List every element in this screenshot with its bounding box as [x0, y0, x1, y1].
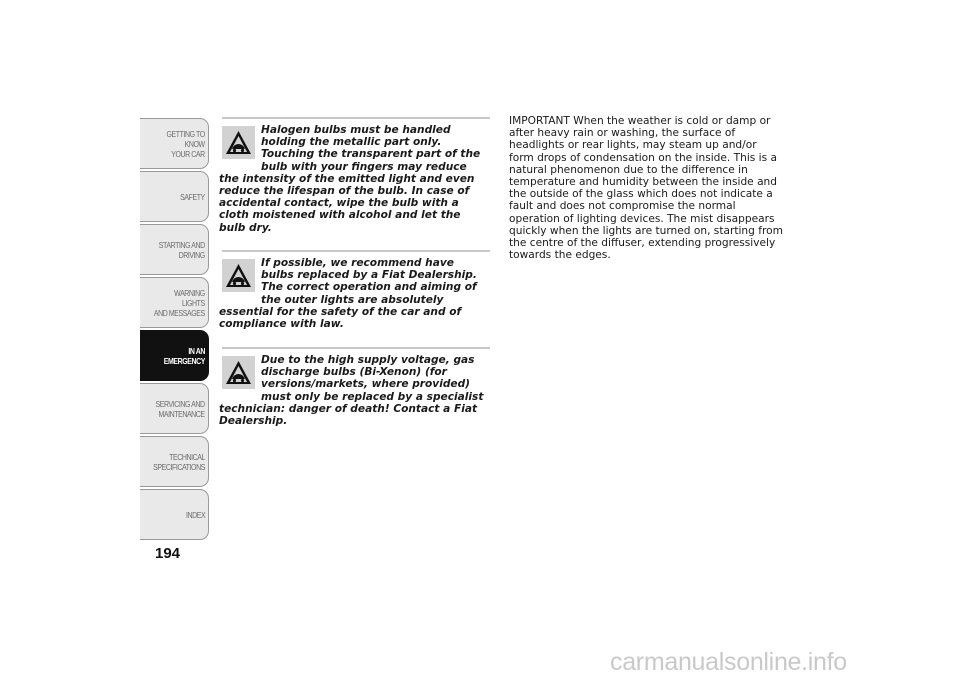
tab-warning-lights[interactable]: [140, 277, 209, 328]
warning-text: Halogen bulbs must be handled holding the metallic part only. Touching the transparent part of the bulb with your fingers may reduce the intensity of the emitted light and even reduce the lifespan of the bulb. In case of accidental contact, wipe the bulb with a cloth moistened with alcohol and let the bulb dry.: [219, 124, 481, 234]
tab-label: SERVICING AND MAINTENANCE: [155, 398, 205, 419]
car-warning-icon: [222, 356, 255, 389]
tab-label: STARTING AND DRIVING: [158, 239, 205, 260]
tab-starting-driving[interactable]: [140, 224, 209, 275]
divider: [222, 347, 490, 349]
tab-getting-to-know[interactable]: [140, 118, 209, 169]
important-note: IMPORTANT When the weather is cold or damp or after heavy rain or washing, the surface of headlights or rear lights, may steam up and/or form drops of condensation on the inside. This is a natural phenomenon due to the difference in temperature and humidity between the inside and the outside of the glass which does not indicate a fault and does not compromise the normal operation of lighting devices. The mist disappears quickly when the lights are turned on, starting from the centre of the diffuser, extending progressively towards the edges.: [509, 115, 783, 262]
warning-block-dealership: [219, 250, 490, 330]
car-warning-icon: [222, 126, 255, 159]
warning-block-xenon: [219, 347, 490, 427]
tab-label: IN AN EMERGENCY: [163, 345, 205, 366]
tab-label: SAFETY: [180, 191, 205, 202]
page-number: 194: [155, 545, 181, 562]
tab-safety[interactable]: [140, 171, 209, 222]
divider: [222, 250, 490, 252]
tab-label: GETTING TO KNOW YOUR CAR: [166, 128, 205, 159]
tab-emergency[interactable]: [140, 330, 209, 381]
watermark[interactable]: carmanualsonline.info: [610, 648, 847, 676]
warning-text: If possible, we recommend have bulbs replaced by a Fiat Dealership. The correct operation and aiming of the outer lights are absolutely essential for the safety of the car and of compliance with law.: [219, 257, 477, 331]
warning-text: Due to the high supply voltage, gas discharge bulbs (Bi-Xenon) (for versions/markets, where provided) must only be replaced by a specialist technician: danger of death! Contact a Fiat Dealership.: [219, 354, 484, 428]
divider: [222, 117, 490, 119]
tab-technical[interactable]: [140, 436, 209, 487]
warning-block-halogen: [219, 117, 490, 234]
tab-label: WARNING LIGHTS AND MESSAGES: [153, 287, 205, 318]
tab-index[interactable]: [140, 489, 209, 540]
tab-label: TECHNICAL SPECIFICATIONS: [152, 451, 205, 472]
tab-label: INDEX: [185, 509, 205, 520]
car-warning-icon: [222, 259, 255, 292]
tab-servicing[interactable]: [140, 383, 209, 434]
